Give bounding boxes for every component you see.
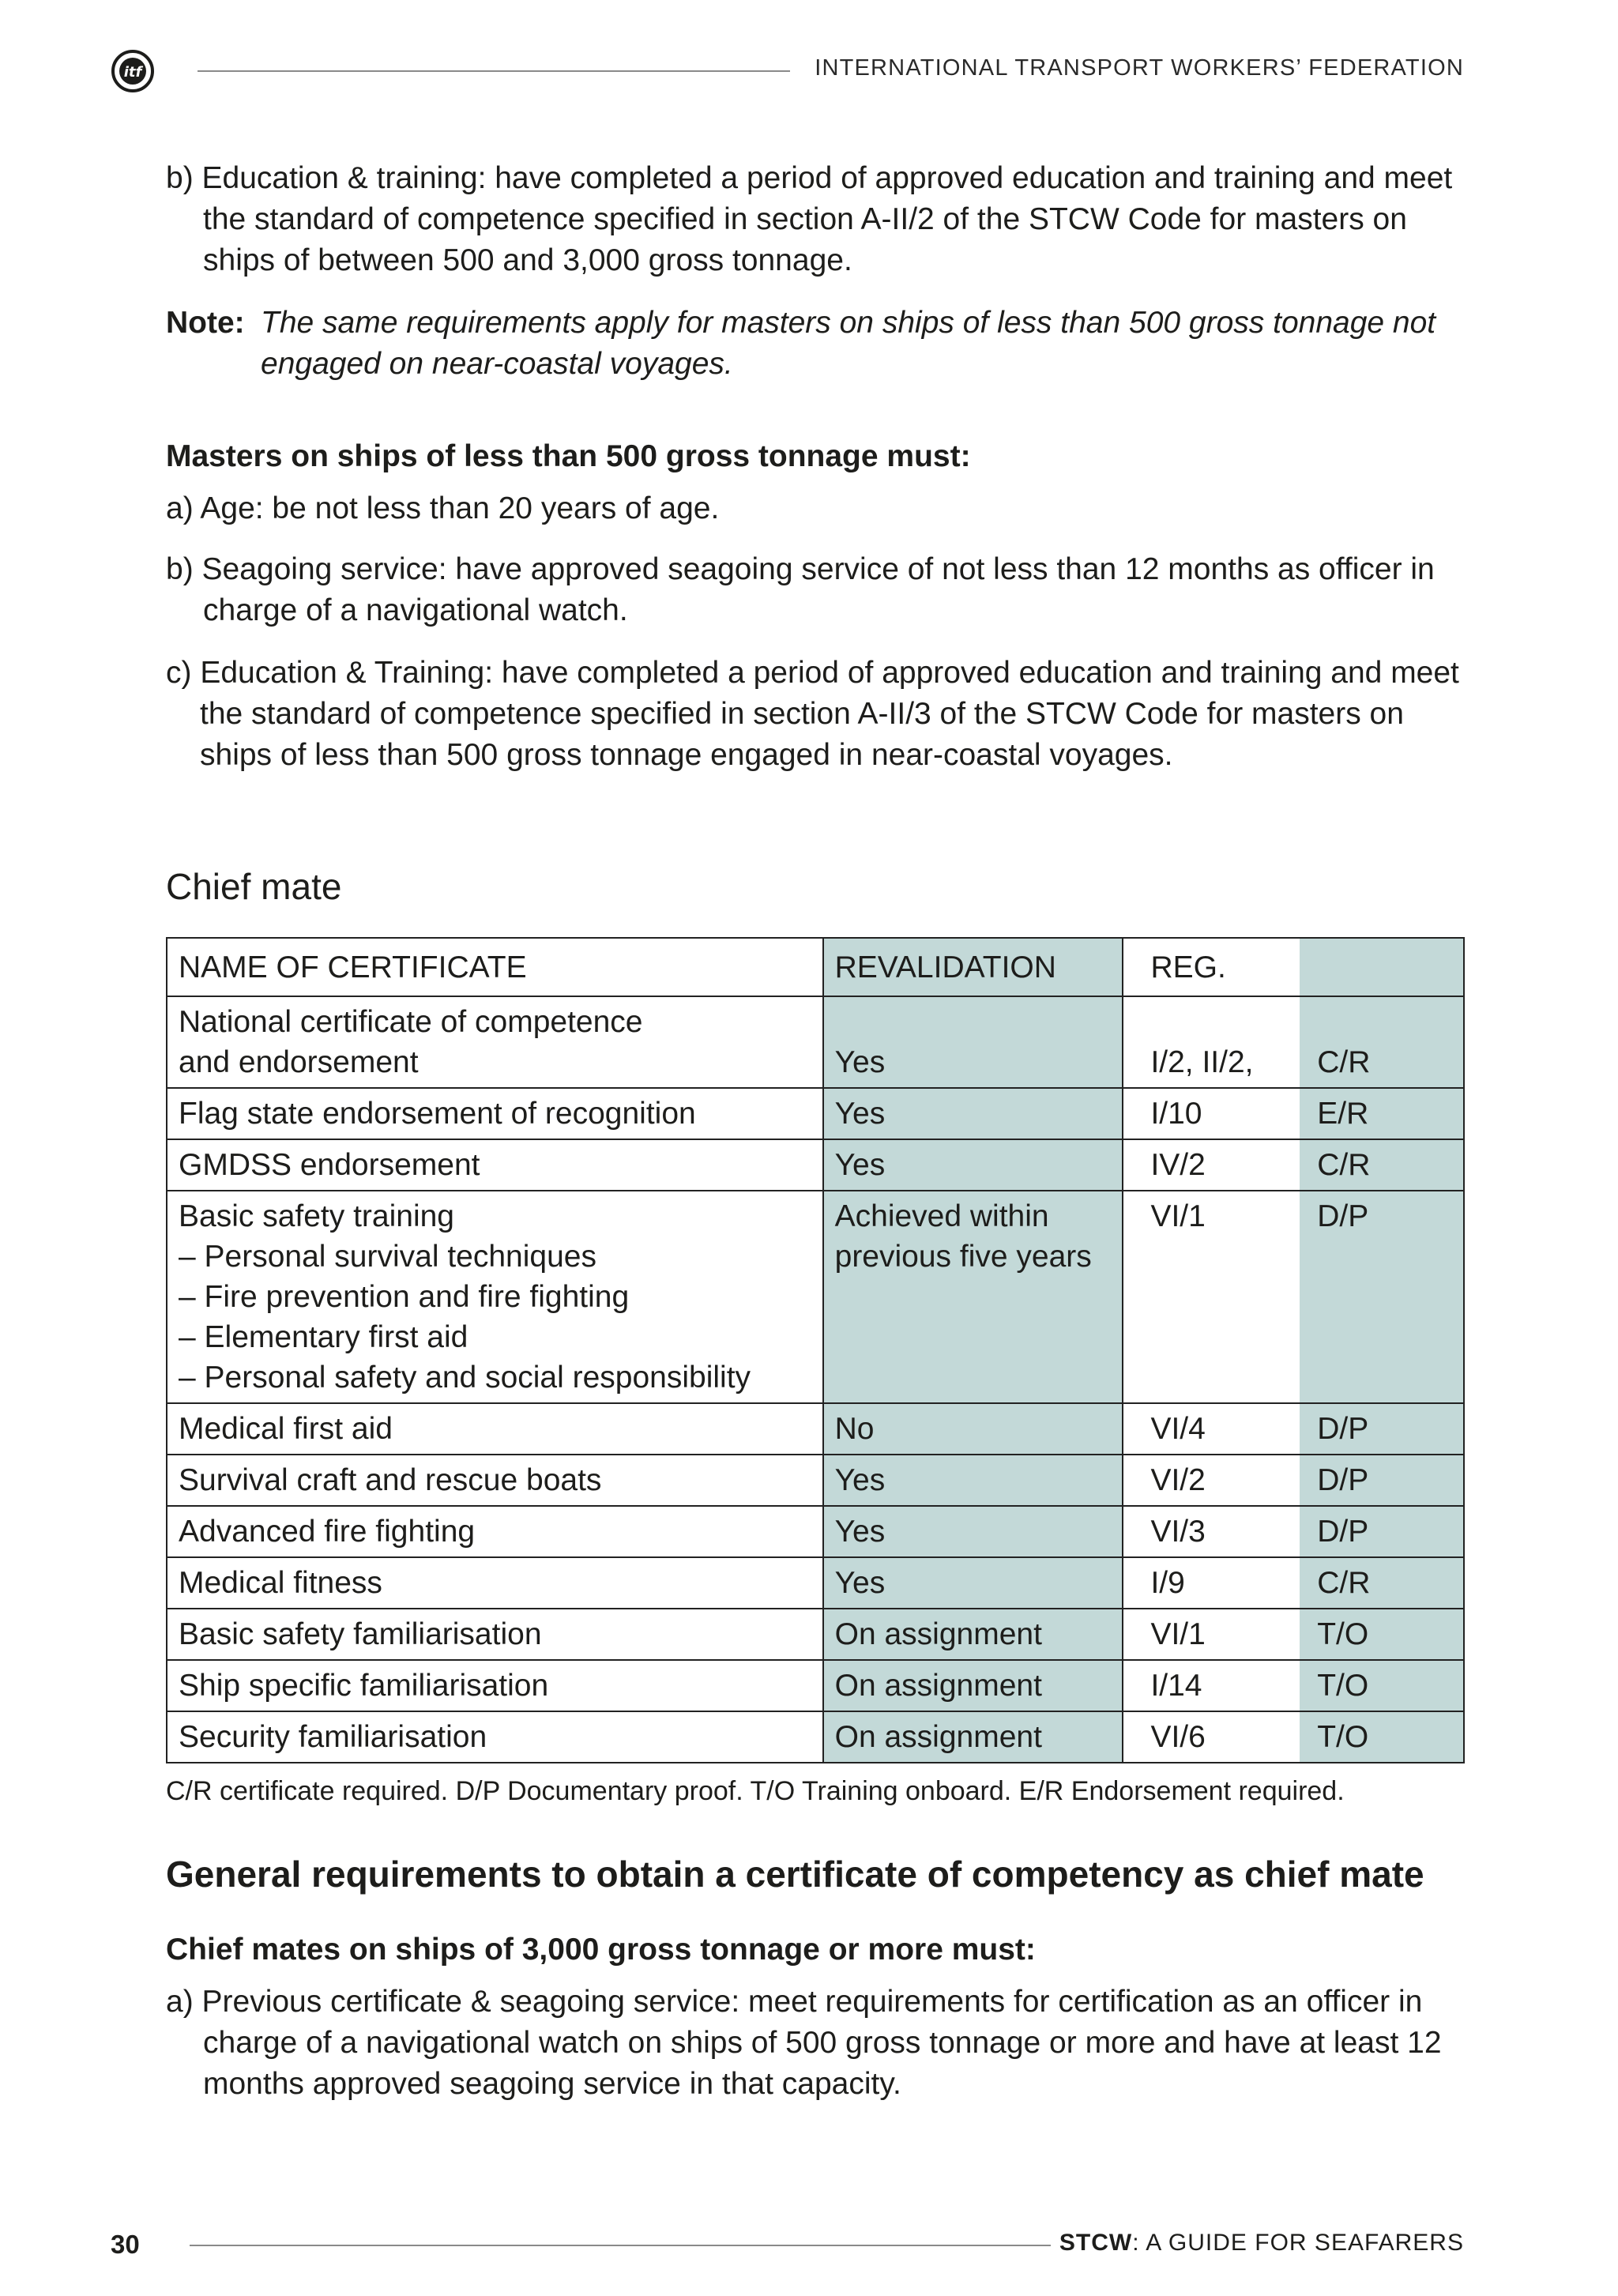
cell-reg: IV/2 — [1123, 1139, 1300, 1191]
page-number: 30 — [111, 2230, 140, 2259]
cell-revalidation: Yes — [823, 1088, 1123, 1139]
table-footnote: C/R certificate required. D/P Documentary proof. T/O Training onboard. E/R Endorsement required. — [166, 1776, 1345, 1806]
cell-revalidation: Yes — [823, 996, 1123, 1088]
cell-type: C/R — [1300, 1139, 1464, 1191]
cell-type: T/O — [1300, 1711, 1464, 1763]
cell-subitem: – Personal survival techniques — [179, 1240, 596, 1274]
general-requirements-item-a: a) Previous certificate & seagoing service: meet requirements for certification as an officer in charge of a navigational watch on ships of 500 gross tonnage or more and have at least 12 months approved seagoing service in that capacity. — [166, 1985, 1442, 2101]
cell-reg: I/14 — [1123, 1660, 1300, 1711]
cell-name-line: National certificate of competence — [179, 1005, 643, 1039]
cell-revalidation: On assignment — [823, 1711, 1123, 1763]
page-content — [166, 158, 1477, 2126]
table-row — [167, 1557, 1464, 1609]
footer-title — [1059, 2230, 1464, 2256]
chief-mate-heading: Chief mate — [166, 866, 342, 907]
cell-name: GMDSS endorsement — [167, 1139, 823, 1191]
header-organization: INTERNATIONAL TRANSPORT WORKERS’ FEDERATION — [815, 55, 1464, 81]
general-requirements-subheading: Chief mates on ships of 3,000 gross tonnage or more must: — [166, 1933, 1036, 1967]
table-row — [167, 1506, 1464, 1557]
column-header-revalidation: REVALIDATION — [823, 938, 1123, 996]
column-header-type — [1300, 938, 1464, 996]
cell-name: Flag state endorsement of recognition — [167, 1088, 823, 1139]
cell-revalidation: Yes — [823, 1557, 1123, 1609]
table-header-row — [167, 938, 1464, 996]
cell-type: E/R — [1300, 1088, 1464, 1139]
cell-subitem: – Fire prevention and fire fighting — [179, 1280, 630, 1314]
footer-rule — [190, 2245, 1051, 2246]
note — [166, 303, 1477, 385]
cell-name-line: and endorsement — [179, 1045, 419, 1079]
table-row — [167, 1609, 1464, 1660]
cell-reg: VI/2 — [1123, 1455, 1300, 1506]
cell-subitem: – Elementary first aid — [179, 1320, 468, 1354]
cell-revalidation: On assignment — [823, 1660, 1123, 1711]
table-row — [167, 1711, 1464, 1763]
cell-name: Security familiarisation — [167, 1711, 823, 1763]
note-label: Note: — [166, 306, 245, 340]
general-requirements-heading: General requirements to obtain a certificate of competency as chief mate — [166, 1854, 1424, 1895]
masters-500-3000-item-b: b) Education & training: have completed a period of approved education and training and meet the standard of competence specified in section A-II/2 of the STCW Code for masters on ships of between 500 and 3,000 gross tonnage. — [166, 161, 1453, 277]
svg-text:itf: itf — [123, 64, 142, 81]
masters-less-500-item-b: b) Seagoing service: have approved seagoing service of not less than 12 months as officer in charge of a navigational watch. — [166, 552, 1435, 627]
cell-reg: VI/6 — [1123, 1711, 1300, 1763]
cell-revalidation: Achieved within previous five years — [823, 1191, 1123, 1403]
table-row — [167, 1455, 1464, 1506]
cell-type: D/P — [1300, 1455, 1464, 1506]
cell-name — [167, 1191, 823, 1403]
cell-name: Survival craft and rescue boats — [167, 1455, 823, 1506]
cell-name — [167, 996, 823, 1088]
header-rule — [198, 70, 790, 72]
column-header-reg: REG. — [1123, 938, 1300, 996]
cell-name: Basic safety familiarisation — [167, 1609, 823, 1660]
cell-type: T/O — [1300, 1609, 1464, 1660]
cell-type: D/P — [1300, 1403, 1464, 1455]
table-row — [167, 996, 1464, 1088]
cell-name: Medical fitness — [167, 1557, 823, 1609]
masters-less-500-item-a: a) Age: be not less than 20 years of age. — [166, 491, 720, 525]
cell-type: D/P — [1300, 1506, 1464, 1557]
table-row — [167, 1403, 1464, 1455]
cell-name-line: Basic safety training — [179, 1199, 455, 1233]
table-row — [167, 1660, 1464, 1711]
footer-title-rest: : A GUIDE FOR SEAFARERS — [1132, 2230, 1464, 2256]
cell-revalidation: On assignment — [823, 1609, 1123, 1660]
cell-reg: VI/1 — [1123, 1191, 1300, 1403]
cell-type: C/R — [1300, 996, 1464, 1088]
column-header-name: NAME OF CERTIFICATE — [167, 938, 823, 996]
cell-reg: VI/4 — [1123, 1403, 1300, 1455]
cell-reg: I/9 — [1123, 1557, 1300, 1609]
cell-name: Ship specific familiarisation — [167, 1660, 823, 1711]
cell-revalidation: No — [823, 1403, 1123, 1455]
cell-name: Medical first aid — [167, 1403, 823, 1455]
note-text: The same requirements apply for masters on ships of less than 500 gross tonnage not engaged on near-coastal voyages. — [261, 306, 1436, 381]
cell-name: Advanced fire fighting — [167, 1506, 823, 1557]
cell-subitem: – Personal safety and social responsibility — [179, 1361, 751, 1395]
cell-revalidation: Yes — [823, 1455, 1123, 1506]
table-row — [167, 1139, 1464, 1191]
footer-title-bold: STCW — [1059, 2230, 1133, 2256]
cell-type: C/R — [1300, 1557, 1464, 1609]
cell-revalidation: Yes — [823, 1139, 1123, 1191]
cell-revalidation: Yes — [823, 1506, 1123, 1557]
masters-less-500-heading: Masters on ships of less than 500 gross tonnage must: — [166, 439, 971, 473]
table-row — [167, 1088, 1464, 1139]
table-row — [167, 1191, 1464, 1403]
cell-reg: I/10 — [1123, 1088, 1300, 1139]
cell-type: T/O — [1300, 1660, 1464, 1711]
cell-reg: VI/1 — [1123, 1609, 1300, 1660]
cell-reg: VI/3 — [1123, 1506, 1300, 1557]
cell-type: D/P — [1300, 1191, 1464, 1403]
masters-less-500-item-c: c) Education & Training: have completed a period of approved education and training and meet the standard of competence specified in section A-II/3 of the STCW Code for masters on ships of less than 500 gross tonnage engaged in near-coastal voyages. — [166, 656, 1459, 772]
cell-reg: I/2, II/2, — [1123, 996, 1300, 1088]
chief-mate-certificate-table — [166, 937, 1465, 1763]
itf-logo-icon — [111, 49, 155, 93]
